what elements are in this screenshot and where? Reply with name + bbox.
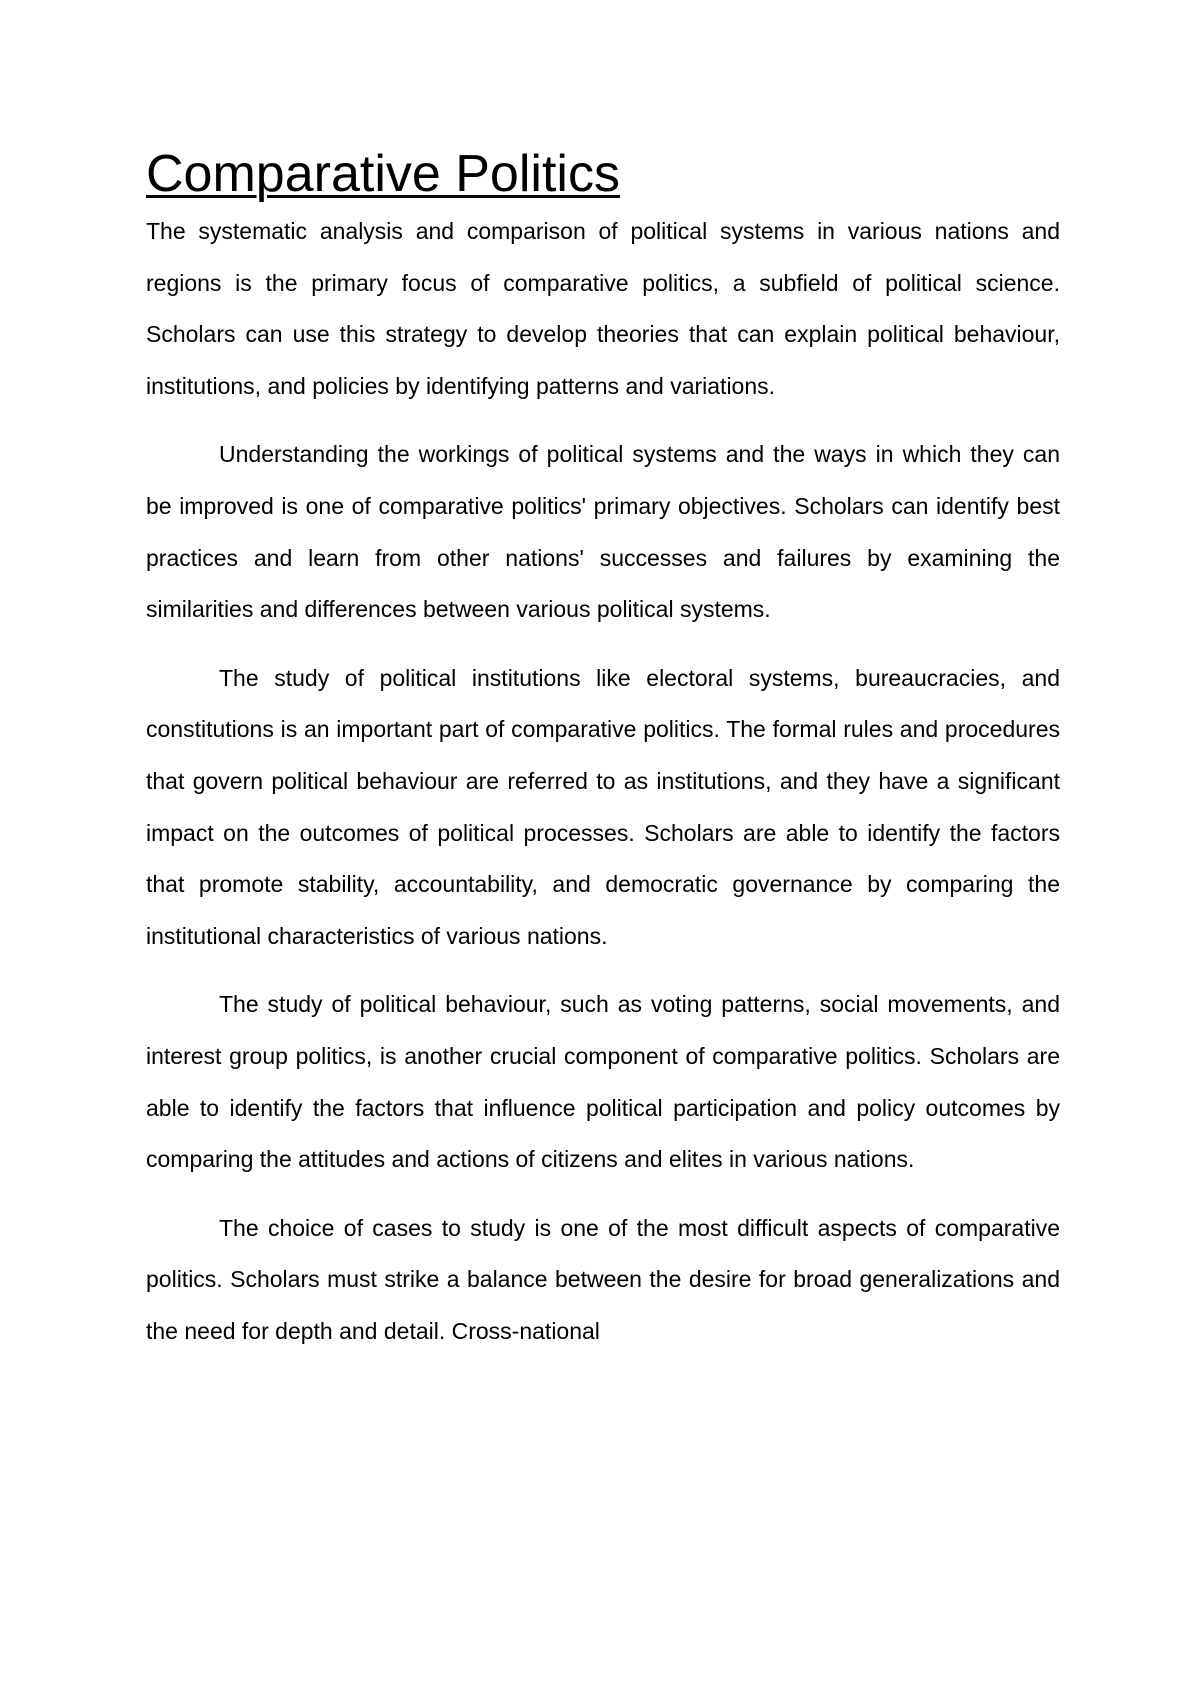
paragraph-institutions: The study of political institutions like electoral systems, bureaucracies, and constitutions is an important part of comparative politics. The formal rules and procedures that govern political behaviour are referred to as institutions, and they have a significant impact on the outcomes of political processes. Scholars are able to identify the factors that promote stability, accountability, and democratic governance by comparing the institutional characteristics of various nations. [146, 664, 1060, 949]
paragraph-objectives: Understanding the workings of political systems and the ways in which they can be improved is one of comparative politics' primary objectives. Scholars can identify best practices and learn from other nations' successes and failures by examining the similarities and differences between various political systems. [146, 441, 1060, 623]
paragraph-case-selection: The choice of cases to study is one of the most difficult aspects of comparative politics. Scholars must strike a balance between the desire for broad generalizations and the need for depth and detail. Cross-national [146, 1214, 1060, 1344]
paragraph-behaviour: The study of political behaviour, such as voting patterns, social movements, and interest group politics, is another crucial component of comparative politics. Scholars are able to identify the factors that influence political participation and policy outcomes by comparing the attitudes and actions of citizens and elites in various nations. [146, 991, 1060, 1173]
paragraph-intro: The systematic analysis and comparison of political systems in various nations and regions is the primary focus of comparative politics, a subfield of political science. Scholars can use this strategy to develop theories that can explain political behaviour, institutions, and policies by identifying patterns and variations. [146, 218, 1060, 399]
document-body [146, 144, 1060, 1357]
document-title: Comparative Politics [146, 145, 620, 203]
